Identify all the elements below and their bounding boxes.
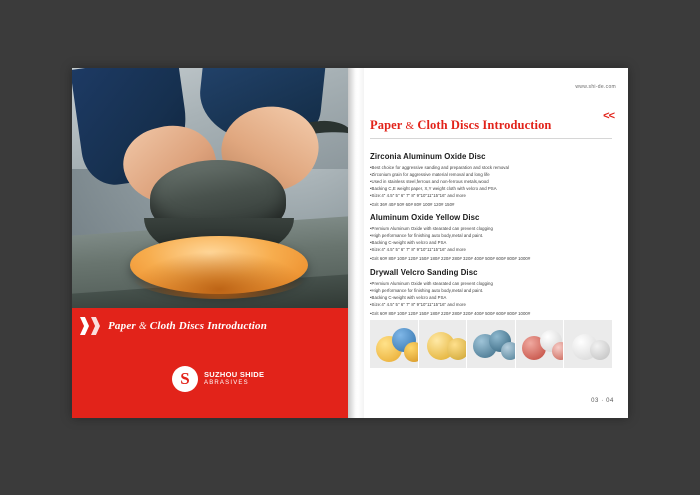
section-drywall-velcro <box>370 268 614 318</box>
product-thumb-5 <box>563 320 612 368</box>
left-banner-title-amp: & <box>138 321 147 332</box>
section-grit-line: •Grit 60# 80# 100# 120# 150# 180# 220# 280# 320# 400# 500# 600# 800# 1000# <box>370 255 531 261</box>
section-grit-line: •Grit 36# 40# 50# 60# 80# 100# 120# 150# <box>370 201 455 207</box>
logo-company-name: SUZHOU SHIDE <box>204 370 265 380</box>
sander-photo <box>72 68 348 308</box>
double-chevron-icon <box>72 308 108 344</box>
company-logo <box>172 366 264 392</box>
left-banner-title-part1: Paper <box>108 320 136 332</box>
section-bullet: •Backing C-weight with velcro and PSA <box>370 294 447 300</box>
product-thumb-3 <box>466 320 515 368</box>
page-number: 03 · 04 <box>591 398 614 404</box>
section-bullet: •Premium Aluminum Oxide with stearated can prevent clogging <box>370 281 493 286</box>
section-heading: Zirconia Aluminum Oxide Disc <box>370 152 486 161</box>
disc-shape <box>404 342 418 362</box>
page-title-part1: Paper <box>370 118 403 132</box>
left-red-panel <box>72 344 348 418</box>
section-bullet: •Backing C,E weight paper, X,Y weight cloth with velcro and PSA <box>370 185 497 191</box>
section-bullet: •Size:4" 4.5" 5" 6" 7" 8" 9"10"11"15"16" and more <box>370 192 466 198</box>
logo-company-subtitle: ABRASIVES <box>204 379 249 386</box>
catalog-spread <box>72 68 628 418</box>
left-page <box>72 68 348 418</box>
page-title-part2: Cloth Discs Introduction <box>417 118 552 132</box>
product-thumb-1 <box>370 320 418 368</box>
logo-text <box>204 371 264 387</box>
disc-shape <box>447 338 467 360</box>
section-bullet: •Premium Aluminum Oxide with stearated can prevent clogging <box>370 226 493 231</box>
section-grit-line: •Grit 60# 80# 100# 120# 150# 180# 220# 280# 320# 400# 500# 600# 800# 1000# <box>370 310 531 316</box>
section-bullet: •High performance for finishing auto body,metal and paint. <box>370 232 484 238</box>
product-thumb-4 <box>515 320 564 368</box>
left-banner <box>72 308 348 344</box>
website-url: www.shi-de.com <box>575 84 616 90</box>
page-title-amp: & <box>405 120 415 132</box>
logo-circle-icon <box>172 366 198 392</box>
section-bullet: •Zirconium grain for aggressive material removal and long life <box>370 171 490 177</box>
section-bullet: •Size:4" 4.5" 5" 6" 7" 8" 9"10"11"15"16" and more <box>370 301 466 307</box>
section-zirconia <box>370 152 614 209</box>
section-bullet: •High performance for finishing auto body,metal and paint. <box>370 287 484 293</box>
photo-sanding-disc-shadow <box>130 251 308 299</box>
page-title <box>370 118 551 133</box>
section-heading: Drywall Velcro Sanding Disc <box>370 268 478 277</box>
double-arrow-icon: << <box>603 110 614 122</box>
disc-shape <box>501 342 515 360</box>
right-page <box>348 68 628 418</box>
section-bullet: •Best choice for aggressive sanding and preparation and stock removal <box>370 165 509 170</box>
section-heading: Aluminum Oxide Yellow Disc <box>370 213 480 222</box>
section-bullet: •Used in stainless steel,ferrous and non-ferrous metals,wood <box>370 178 489 184</box>
section-aluminum-oxide-yellow <box>370 213 614 263</box>
product-image-strip <box>370 320 612 368</box>
left-banner-title <box>108 320 267 332</box>
disc-shape <box>552 342 564 360</box>
title-divider <box>370 138 612 139</box>
section-bullet: •Size:4" 4.5" 5" 6" 7" 8" 9"10"11"15"16" and more <box>370 246 466 252</box>
product-thumb-2 <box>418 320 467 368</box>
disc-shape <box>590 340 610 360</box>
left-banner-title-part2: Cloth Discs Introduction <box>149 320 268 332</box>
section-bullet: •Backing C-weight with velcro and PSA <box>370 239 447 245</box>
